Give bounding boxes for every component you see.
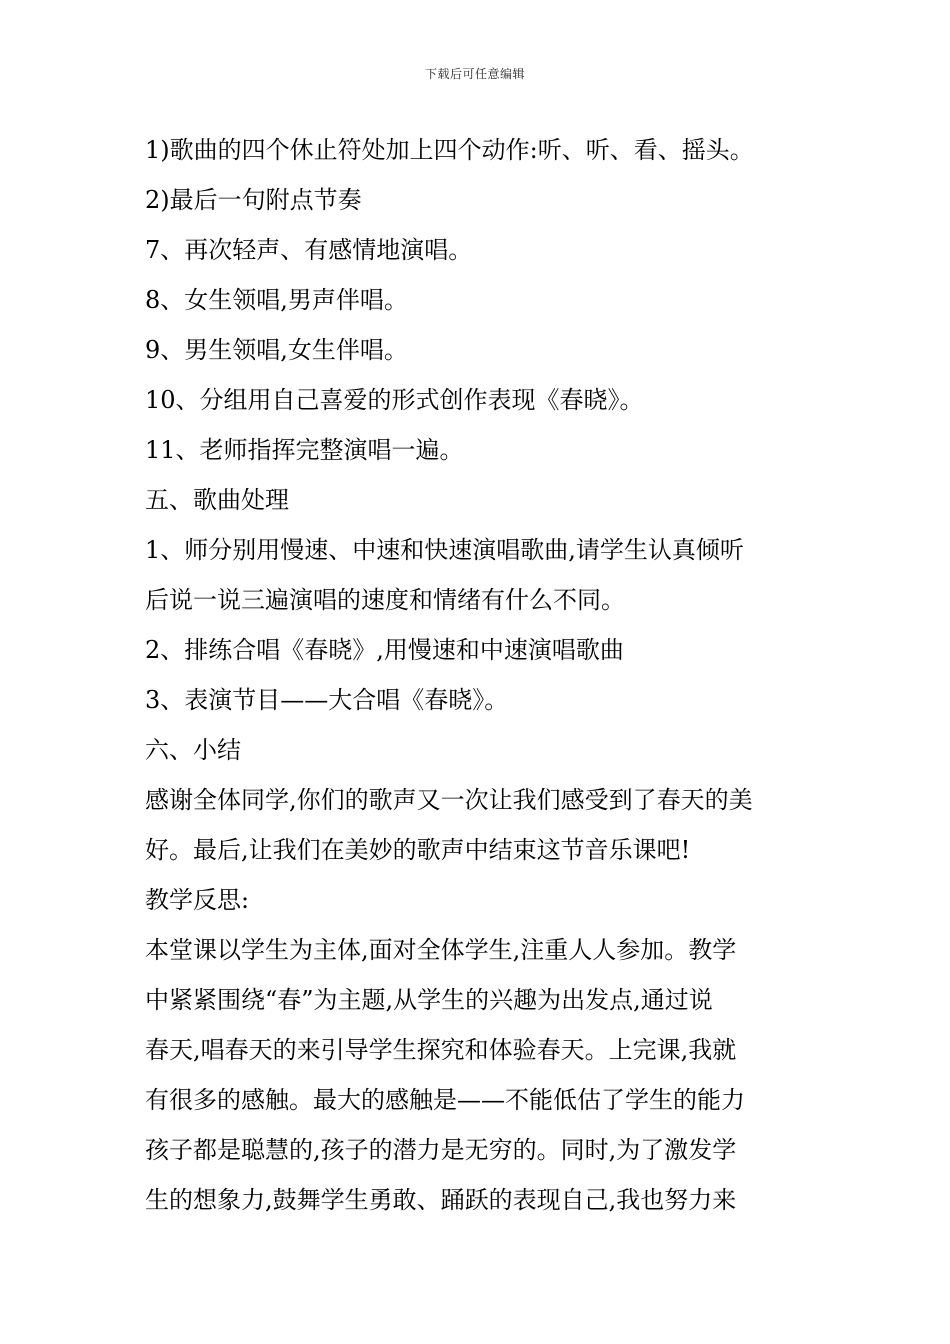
text-line: 本堂课以学生为主体,面对全体学生,注重人人参加。教学	[145, 936, 737, 964]
text-line: 孩子都是聪慧的,孩子的潜力是无穷的。同时,为了激发学	[145, 1136, 737, 1164]
text-line: 1)歌曲的四个休止符处加上四个动作:听、听、看、摇头。	[145, 136, 754, 164]
text-line: 1、师分别用慢速、中速和快速演唱歌曲,请学生认真倾听	[145, 536, 744, 564]
document-body	[145, 125, 815, 1225]
text-line: 2)最后一句附点节奏	[145, 186, 362, 214]
text-line: 8、女生领唱,男声伴唱。	[145, 286, 408, 314]
text-line: 有很多的感触。最大的感触是——不能低估了学生的能力	[145, 1086, 745, 1114]
text-line: 后说一说三遍演唱的速度和情绪有什么不同。	[145, 586, 625, 614]
text-line: 9、男生领唱,女生伴唱。	[145, 336, 408, 364]
section-heading: 教学反思:	[145, 886, 250, 914]
text-line: 10、分组用自己喜爱的形式创作表现《春晓》。	[145, 386, 644, 414]
text-line: 春天,唱春天的来引导学生探究和体验春天。上完课,我就	[145, 1036, 737, 1064]
text-line: 好。最后,让我们在美妙的歌声中结束这节音乐课吧!	[145, 836, 691, 864]
text-line: 3、表演节目——大合唱《春晓》。	[145, 686, 509, 714]
section-heading: 五、歌曲处理	[145, 486, 289, 514]
text-line: 感谢全体同学,你们的歌声又一次让我们感受到了春天的美	[145, 786, 753, 814]
text-line: 2、排练合唱《春晓》,用慢速和中速演唱歌曲	[145, 636, 624, 664]
text-line: 11、老师指挥完整演唱一遍。	[145, 436, 464, 464]
page-header: 下载后可任意编辑	[424, 67, 525, 81]
text-line: 7、再次轻声、有感情地演唱。	[145, 236, 473, 264]
text-line: 中紧紧围绕“春”为主题,从学生的兴趣为出发点,通过说	[145, 986, 713, 1014]
text-line: 生的想象力,鼓舞学生勇敢、踊跃的表现自己,我也努力来	[145, 1186, 737, 1214]
section-heading: 六、小结	[145, 736, 241, 764]
